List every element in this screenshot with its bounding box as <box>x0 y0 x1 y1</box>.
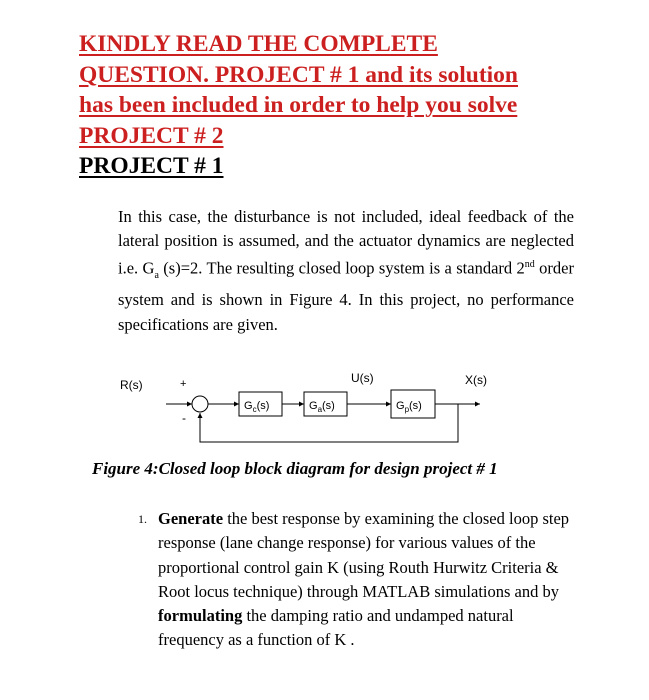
controller-label: $G_c(s)$ <box>244 400 270 414</box>
task-text-2: the damping ratio and undamped natural frequency as a function of K . <box>158 606 514 650</box>
input-label: R(s) <box>120 378 143 392</box>
task-number: 1. <box>138 512 147 526</box>
task-verb-formulating: formulating <box>158 606 243 626</box>
task-text-1: the best response by examining the closed loop step response (lane change response) for various values of the proportional control gain K (using Routh Hurwitz Criteria & Root locus technique) through MATLAB simulations and by <box>158 509 570 601</box>
plant-label: $G_p(s)$ <box>396 400 422 414</box>
paragraph-sup: nd <box>524 259 535 271</box>
figure-caption: Figure 4:Closed loop block diagram for design project # 1 <box>92 459 498 478</box>
actuator-label: $G_a(s)$ <box>309 400 335 414</box>
output-label: X(s) <box>465 373 487 387</box>
notice-line-4: PROJECT # 2 <box>79 122 224 149</box>
task-verb-generate: Generate <box>158 509 224 528</box>
notice-line-2: QUESTION. PROJECT # 1 and its solution <box>79 61 518 88</box>
header-notice <box>79 29 599 182</box>
notice-line-1: KINDLY READ THE COMPLETE <box>79 31 438 57</box>
paragraph-text-1: In this case, the disturbance is not included, ideal feedback of the lateral position is assumed, and the actuator dynamics are neglected i.e. G <box>118 207 574 278</box>
project-title: PROJECT # 1 <box>79 153 224 179</box>
problem-paragraph <box>118 205 574 337</box>
paragraph-sub: a <box>154 270 159 282</box>
block-diagram <box>108 362 508 462</box>
minus-sign: - <box>182 411 186 425</box>
summing-junction <box>192 396 208 412</box>
plus-sign: + <box>180 378 187 390</box>
notice-line-3: has been included in order to help you solve <box>79 92 518 118</box>
paragraph-text-2: (s)=2. The resulting closed loop system is a standard 2 <box>158 258 525 278</box>
paragraph-text-3: order system and is shown in Figure 4. In this project, no performance specifications are given. <box>118 258 574 334</box>
control-signal-label: U(s) <box>351 371 374 385</box>
task-item <box>138 507 578 653</box>
task-text <box>158 507 578 653</box>
